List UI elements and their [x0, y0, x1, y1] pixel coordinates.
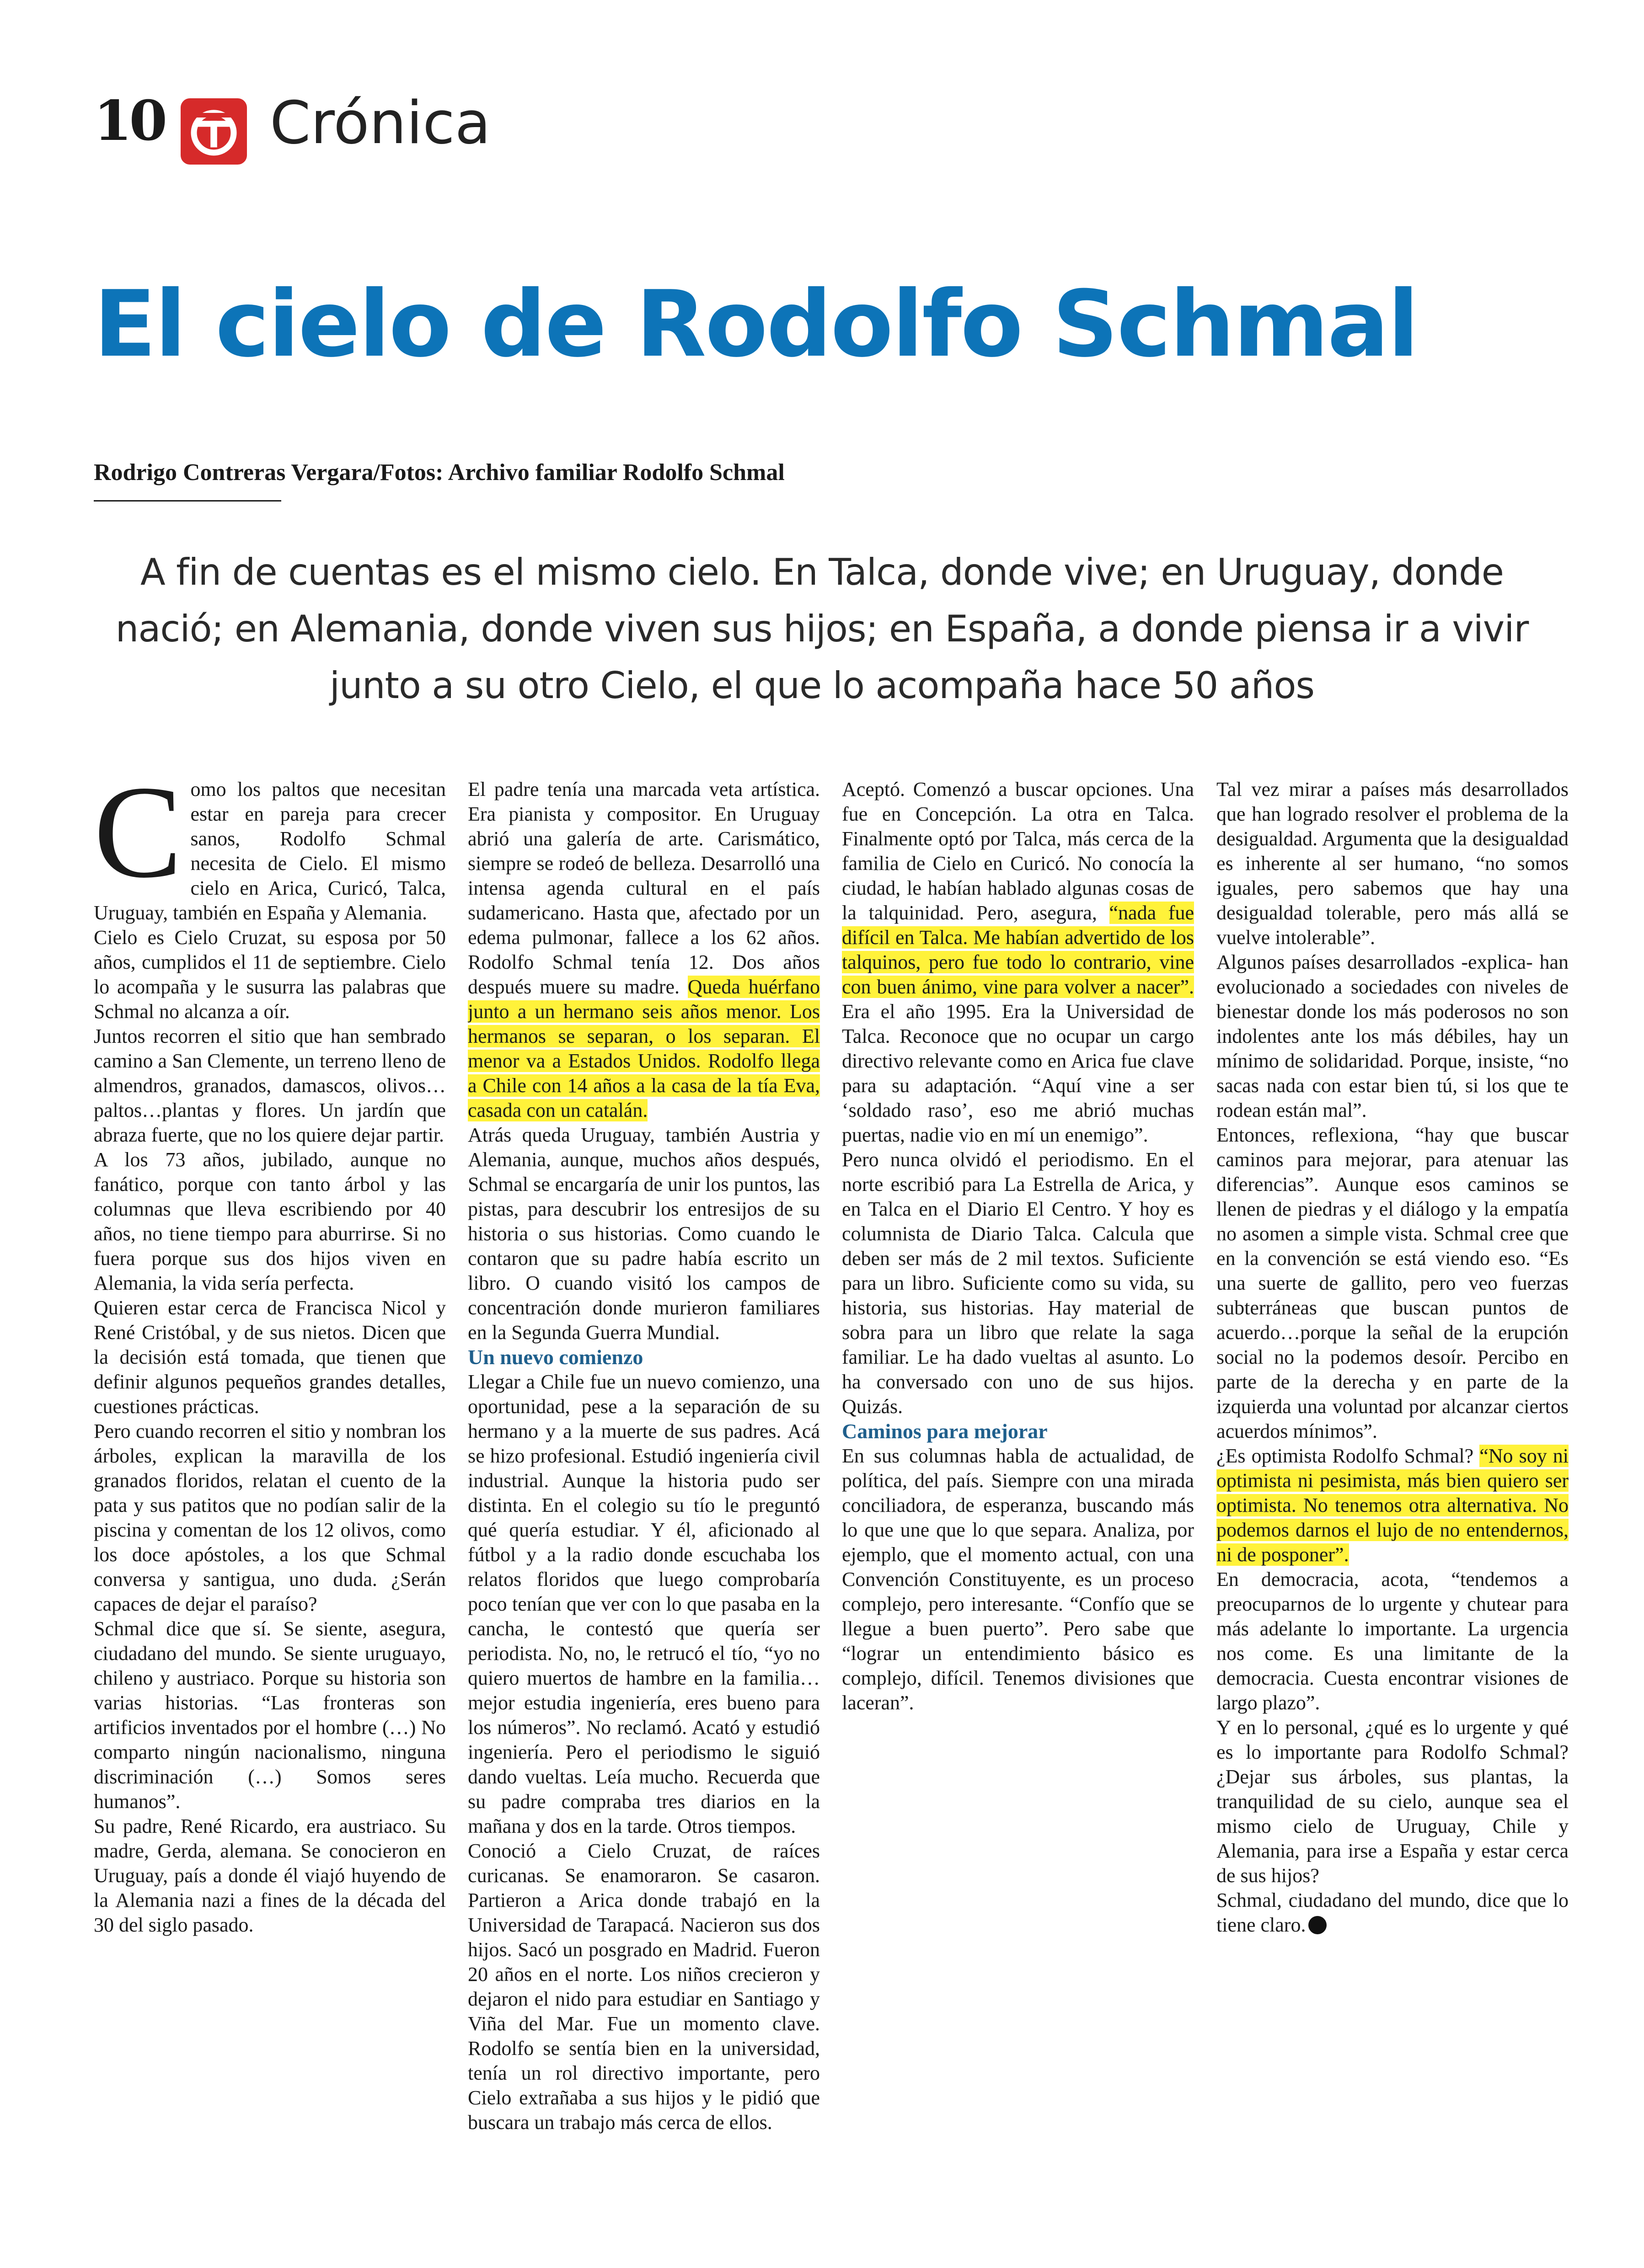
paragraph: Quieren estar cerca de Francisca Nicol y René Cristóbal, y de sus nietos. Dicen que la decisión está tomada, que tienen que definir algunos pequeños grandes detalles, cuestiones prácticas. [94, 1297, 446, 1418]
paragraph: En democracia, acota, “tendemos a preocuparnos de lo urgente y chutear para más adelante lo importante. La urgencia nos come. Es una limitante de la democracia. Cuesta encontrar visiones de largo plazo”. [1216, 1568, 1569, 1714]
paragraph: Schmal, ciudadano del mundo, dice que lo tiene claro. [1216, 1889, 1569, 1936]
paragraph: Conoció a Cielo Cruzat, de raíces curicanas. Se enamoraron. Se casaron. Partieron a Arica donde trabajó en la Universidad de Tarapacá. Nacieron sus dos hijos. Sacó un posgrado en Madrid. Fueron 20 años en el norte. Los niños crecieron y dejaron el nido para estudiar en Santiago y Viña del Mar. Fue un momento clave. Rodolfo se sentía bien en la universidad, tenía un rol directivo importante, pero Cielo extrañaba a sus hijos y le pidió que buscara un trabajo más cerca de ellos. [468, 1840, 820, 2134]
paragraph: Tal vez mirar a países más desarrollados que han logrado resolver el problema de la desigualdad. Argumenta que la desigualdad es inherente al ser humano, “no somos iguales, pero sabemos que hay una desigualdad tolerable, pero más allá se vuelve intolerable”. [1216, 778, 1569, 949]
paragraph: Como los paltos que necesitan estar en pareja para crecer sanos, Rodolfo Schmal necesita de Cielo. El mismo cielo en Arica, Curicó, Talca, Uruguay, también en España y Alemania. [94, 777, 446, 924]
subheading: Caminos para mejorar [842, 1420, 1048, 1443]
page-number: 10 [94, 89, 165, 153]
paragraph: Algunos países desarrollados -explica- han evolucionado a sociedades con niveles de bienestar donde los más poderosos no son indolentes ante los más débiles, hay un mínimo de solidaridad. Porque, insiste, “no sacas nada con estar bien tú, si los que te rodean están mal”. [1216, 951, 1569, 1121]
article-column-3 [842, 777, 1194, 2162]
article-column-4 [1216, 777, 1569, 2162]
drop-cap: C [94, 777, 182, 905]
paragraph: Llegar a Chile fue un nuevo comienzo, una oportunidad, pese a la separación de su hermano y a la muerte de sus padres. Acá se hizo profesional. Estudió ingeniería civil industrial. Aunque la historia pudo ser distinta. En el colegio su tío le preguntó qué quería estudiar. Y él, aficionado al fútbol y a la radio donde escuchaba los relatos floridos que luego comprobaría poco tenían que ver con lo que pasaba en la cancha, le contestó que quería ser periodista. No, no, le retrucó el tío, “yo no quiero muertos de hambre en la familia…mejor estudia ingeniería, eres bueno para los números”. No reclamó. Acató y estudió ingeniería. Pero el periodismo le siguió dando vueltas. Leía mucho. Recuerda que su padre compraba tres diarios en la mañana y dos en la tarde. Otros tiempos. [468, 1371, 820, 1837]
paragraph: Su padre, René Ricardo, era austriaco. Su madre, Gerda, alemana. Se conocieron en Uruguay, país a donde él viajó huyendo de la Alemania nazi a fines de la década del 30 del siglo pasado. [94, 1815, 446, 1936]
paragraph: Aceptó. Comenzó a buscar opciones. Una fue en Concepción. La otra en Talca. Finalmente optó por Talca, más cerca de la familia de Cielo en Curicó. No conocía la ciudad, le habían hablado algunas cosas de la talquinidad. Pero, asegura, “nada fue difícil en Talca. Me habían advertido de los talquinos, pero fue todo lo contrario, vine con buen ánimo, vine para volver a nacer”. Era el año 1995. Era la Universidad de Talca. Reconoce que no ocupar un cargo directivo relevante como en Arica fue clave para su adaptación. “Aquí vine a ser ‘soldado raso’, eso me abrió muchas puertas, nadie vio en mí un enemigo”. [842, 778, 1194, 1146]
paragraph: Juntos recorren el sitio que han sembrado camino a San Clemente, un terreno lleno de almendros, granados, damascos, olivos…paltos…plantas y flores. Un jardín que abraza fuerte, que no los quiere dejar partir. [94, 1025, 446, 1146]
paragraph: Pero cuando recorren el sitio y nombran los árboles, explican la maravilla de los granados floridos, relatan el cuento de la pata y sus patitos que no podían salir de la piscina y comentan de los 12 olivos, como los doce apóstoles, a los que Schmal conversa y santigua, uno duda. ¿Serán capaces de dejar el paraíso? [94, 1420, 446, 1615]
paragraph: Atrás queda Uruguay, también Austria y Alemania, aunque, muchos años después, Schmal se encargaría de unir los puntos, las pistas, para descubrir los entresijos de su historia o sus historias. Como cuando le contaron que su padre había escrito un libro. O cuando visitó los campos de concentración donde murieron familiares en la Segunda Guerra Mundial. [468, 1124, 820, 1344]
byline-rule [94, 500, 281, 502]
paragraph: Schmal dice que sí. Se siente, asegura, ciudadano del mundo. Se siente uruguayo, chileno y austriaco. Porque su historia son varias historias. “Las fronteras son artificios inventados por el hombre (…) No comparto ningún nacionalismo, ninguna discriminación (…) Somos seres humanos”. [94, 1617, 446, 1813]
lead-paragraph: A fin de cuentas es el mismo cielo. En Talca, donde vive; en Uruguay, donde nació; en Alemania, donde viven sus hijos; en España, a donde piensa ir a vivir junto a su otro Cielo, el que lo acompaña hace 50 años [115, 551, 1529, 707]
paragraph: En sus columnas habla de actualidad, de política, del país. Siempre con una mirada conciliadora, de esperanza, buscando más lo que une que lo que separa. Analiza, por ejemplo, que el momento actual, con una Convención Constituyente, es un proceso complejo, pero interesante. “Confío que se llegue a buen puerto”. Pero sabe que “lograr un entendimiento básico es complejo, difícil. Tenemos divisiones que laceran”. [842, 1445, 1194, 1714]
end-of-article-icon [1308, 1916, 1327, 1934]
article-column-2 [468, 777, 820, 2162]
diario-logo-icon [181, 98, 247, 165]
paragraph: ¿Es optimista Rodolfo Schmal? “No soy ni optimista ni pesimista, más bien quiero ser optimista. No tenemos otra alternativa. No podemos darnos el lujo de no entendernos, ni de posponer”. [1216, 1445, 1569, 1566]
paragraph: Pero nunca olvidó el periodismo. En el norte escribió para La Estrella de Arica, y en Talca en el Diario El Centro. Y hoy es columnista de Diario Talca. Calcula que deben ser más de 2 mil textos. Suficiente para un libro. Suficiente como su vida, su historia, sus historias. Hay material de sobra para un libro que relate la saga familiar. Le ha dado vueltas al asunto. Lo ha conversado con uno de sus hijos. Quizás. [842, 1148, 1194, 1418]
paragraph: A los 73 años, jubilado, aunque no fanático, porque con tanto árbol y las columnas que lleva escribiendo por 40 años, no tiene tiempo para aburrirse. Si no fuera porque sus dos hijos viven en Alemania, la vida sería perfecta. [94, 1148, 446, 1294]
highlighted-quote: “nada fue difícil en Talca. Me habían advertido de los talquinos, pero fue todo lo contrario, vine con buen ánimo, vine para volver a nacer”. [842, 902, 1194, 998]
paragraph: Y en lo personal, ¿qué es lo urgente y qué es lo importante para Rodolfo Schmal? ¿Dejar sus árboles, sus plantas, la tranquilidad de su cielo, aunque sea el mismo cielo de Uruguay, Chile y Alemania, para irse a España y estar cerca de sus hijos? [1216, 1716, 1569, 1887]
highlighted-quote: Queda huérfano junto a un hermano seis años menor. Los hermanos se separan, o los separan. El menor va a Estados Unidos. Rodolfo llega a Chile con 14 años a la casa de la tía Eva, casada con un catalán. [468, 976, 820, 1121]
section-name: Crónica [270, 89, 491, 157]
subheading: Un nuevo comienzo [468, 1345, 643, 1369]
paragraph: El padre tenía una marcada veta artística. Era pianista y compositor. En Uruguay abrió una galería de arte. Carismático, siempre se rodeó de belleza. Desarrolló una intensa agenda cultural en el país sudamericano. Hasta que, afectado por un edema pulmonar, fallece a los 62 años. Rodolfo Schmal tenía 12. Dos años después muere su madre. Queda huérfano junto a un hermano seis años menor. Los hermanos se separan, o los separan. El menor va a Estados Unidos. Rodolfo llega a Chile con 14 años a la casa de la tía Eva, casada con un catalán. [468, 778, 820, 1121]
highlighted-quote: “No soy ni optimista ni pesimista, más bien quiero ser optimista. No tenemos otra alternativa. No podemos darnos el lujo de no entendernos, ni de posponer”. [1216, 1445, 1569, 1566]
headline: El cielo de Rodolfo Schmal [94, 271, 1418, 378]
article-column-1 [94, 777, 446, 2162]
paragraph: Entonces, reflexiona, “hay que buscar caminos para mejorar, para atenuar las diferencias”. Aunque esos caminos se llenen de piedras y el diálogo y la empatía no asomen a simple vista. Schmal cree que en la convención se está viendo eso. “Es una suerte de gallito, pero veo fuerzas subterráneas que buscan puntos de acuerdo…porque la señal de la erupción social no la podemos desoír. Percibo en parte de la derecha y en parte de la izquierda una voluntad por alcanzar ciertos acuerdos mínimos”. [1216, 1124, 1569, 1442]
paragraph: Cielo es Cielo Cruzat, su esposa por 50 años, cumplidos el 11 de septiembre. Cielo lo acompaña y le susurra las palabras que Schmal no alcanza a oír. [94, 926, 446, 1023]
byline: Rodrigo Contreras Vergara/Fotos: Archivo familiar Rodolfo Schmal [94, 459, 785, 486]
